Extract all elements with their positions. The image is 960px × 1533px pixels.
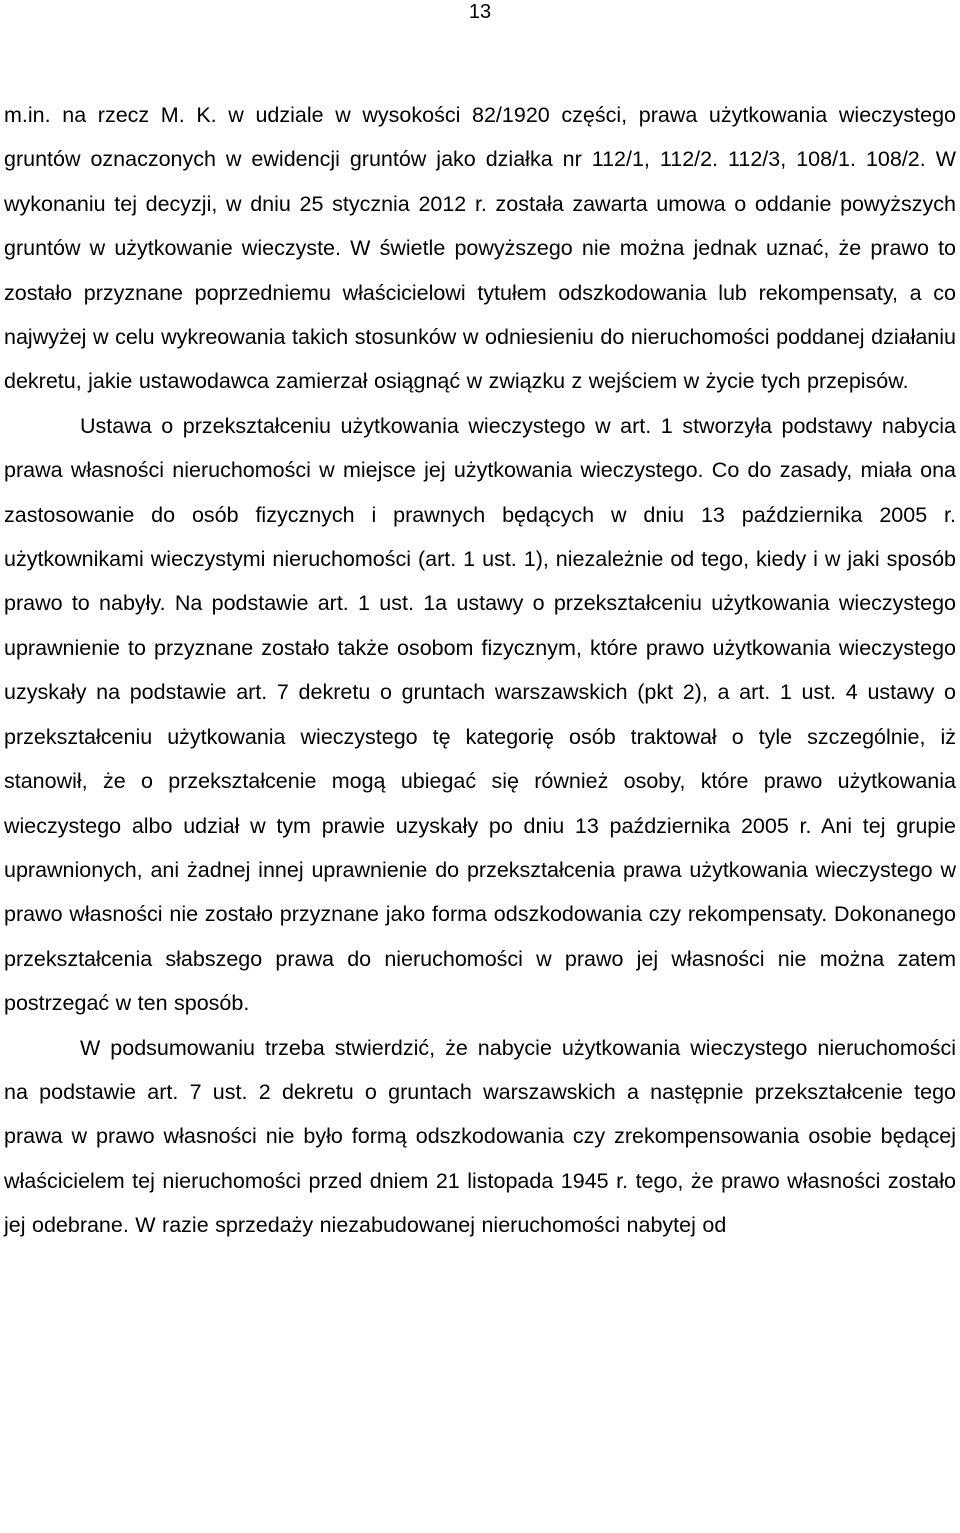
document-body (4, 93, 956, 1248)
paragraph-1: m.in. na rzecz M. K. w udziale w wysokości 82/1920 części, prawa użytkowania wieczystego gruntów oznaczonych w ewidencji gruntów jako działka nr 112/1, 112/2. 112/3, 108/1. 108/2. W wykonaniu tej decyzji, w dniu 25 stycznia 2012 r. została zawarta umowa o oddanie powyższych gruntów w użytkowanie wieczyste. W świetle powyższego nie można jednak uznać, że prawo to zostało przyznane poprzedniemu właścicielowi tytułem odszkodowania lub rekompensaty, a co najwyżej w celu wykreowania takich stosunków w odniesieniu do nieruchomości poddanej działaniu dekretu, jakie ustawodawca zamierzał osiągnąć w związku z wejściem w życie tych przepisów. (4, 103, 956, 394)
page-number: 13 (468, 1, 492, 23)
paragraph-2: Ustawa o przekształceniu użytkowania wieczystego w art. 1 stworzyła podstawy nabycia prawa własności nieruchomości w miejsce jej użytkowania wieczystego. Co do zasady, miała ona zastosowanie do osób fizycznych i prawnych będących w dniu 13 października 2005 r. użytkownikami wieczystymi nieruchomości (art. 1 ust. 1), niezależnie od tego, kiedy i w jaki sposób prawo to nabyły. Na podstawie art. 1 ust. 1a ustawy o przekształceniu użytkowania wieczystego uprawnienie to przyznane zostało także osobom fizycznym, które prawo użytkowania wieczystego uzyskały na podstawie art. 7 dekretu o gruntach warszawskich (pkt 2), a art. 1 ust. 4 ustawy o przekształceniu użytkowania wieczystego tę kategorię osób traktował o tyle szczególnie, iż stanowił, że o przekształcenie mogą ubiegać się również osoby, które prawo użytkowania wieczystego albo udział w tym prawie uzyskały po dniu 13 października 2005 r. Ani tej grupie uprawnionych, ani żadnej innej uprawnienie do przekształcenia prawa użytkowania wieczystego w prawo własności nie zostało przyznane jako forma odszkodowania czy rekompensaty. Dokonanego przekształcenia słabszego prawa do nieruchomości w prawo jej własności nie można zatem postrzegać w ten sposób. (4, 413, 956, 1016)
paragraph-3: W podsumowaniu trzeba stwierdzić, że nabycie użytkowania wieczystego nieruchomości na podstawie art. 7 ust. 2 dekretu o gruntach warszawskich a następnie przekształcenie tego prawa w prawo własności nie było formą odszkodowania czy zrekompensowania osobie będącej właścicielem tej nieruchomości przed dniem 21 listopada 1945 r. tego, że prawo własności zostało jej odebrane. W razie sprzedaży niezabudowanej nieruchomości nabytej od (4, 1035, 956, 1238)
